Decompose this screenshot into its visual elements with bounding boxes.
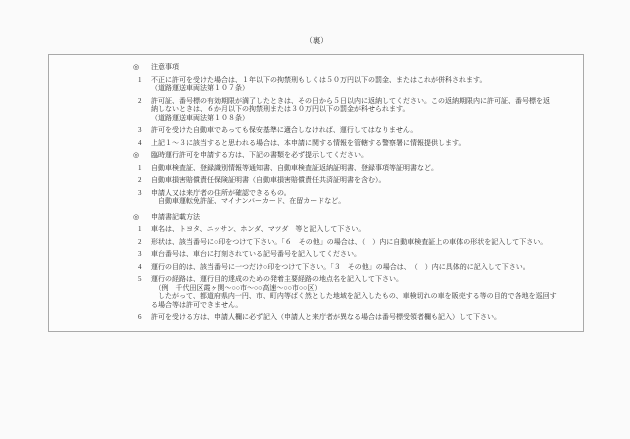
list-item <box>133 126 567 135</box>
list-item <box>133 275 567 309</box>
item-line: 運行の目的は、該当番号に一つだけ○印をつけて下さい。「３ その他」の場合は、 （ ）内に具体的に記入して下さい。 <box>151 262 530 271</box>
item-number: 2 <box>138 96 142 105</box>
list-item <box>133 189 567 206</box>
item-number: 3 <box>138 250 142 258</box>
list-item <box>133 176 567 185</box>
section-marker-icon: ◎ <box>133 151 140 159</box>
section-heading <box>133 63 567 72</box>
item-number: 1 <box>138 163 142 172</box>
list-item <box>133 313 567 322</box>
item-number: 4 <box>138 138 142 147</box>
item-line: 車台番号は、車台に打刻されている記号番号を記入してください。 <box>151 250 361 258</box>
item-number: 3 <box>138 126 142 134</box>
list-item <box>133 250 567 259</box>
item-line: 自動車検査証、登録識別情報等通知書、自動車検査証返納証明書、登録事項等証明書など。 <box>151 163 438 172</box>
item-line: （道路運送車両法第１０７条） <box>151 84 249 92</box>
section-heading-text: 申請書記載方法 <box>151 212 200 221</box>
item-number: 4 <box>138 262 142 271</box>
section <box>133 63 567 147</box>
item-line: 不正に許可を受けた場合は、１年以下の拘禁刑もしくは５０万円以下の罰金、またはこれが併科されます。 <box>151 75 487 84</box>
item-line: 自動車運転免許証、マイナンバーカード、在留カードなど。 <box>151 197 346 205</box>
item-line: 形状は、該当番号に○印をつけて下さい。「６ その他」の場合は、（ ）内に自動車検査証上の車体の形状を記入して下さい。 <box>151 237 548 246</box>
section <box>133 151 567 206</box>
item-number: 2 <box>138 176 142 184</box>
notice-box-content <box>49 63 583 322</box>
section-marker-icon: ◎ <box>133 63 140 71</box>
list-item <box>133 238 567 247</box>
list-item <box>133 76 567 93</box>
section-heading-text: 臨時運行許可を申請する方は、下記の書類を必ず提示してください。 <box>151 151 368 159</box>
section-heading <box>133 213 567 222</box>
item-number: 5 <box>138 275 142 283</box>
section-marker-icon: ◎ <box>133 212 140 221</box>
section <box>133 213 567 322</box>
page-side-label: （裏） <box>305 36 328 45</box>
item-line: 許可を受けた自動車であっても保安基準に適合しなければ、運行してはなりません。 <box>151 126 418 134</box>
item-number: 6 <box>138 313 142 321</box>
item-line: 車名は、トヨタ、ニッサン、ホンダ、マツダ 等と記入して下さい。 <box>151 225 366 233</box>
item-line: （道路運送車両法第１０８条） <box>151 113 249 122</box>
item-line: 上記１～３に該当すると思われる場合は、本申請に関する情報を管轄する警察署に情報提供します。 <box>151 138 466 147</box>
item-line: 申請人又は来庁者の住所が確認できるもの。 <box>151 188 291 197</box>
item-line: 許可を受ける方は、申請人欄に必ず記入（申請人と来庁者が異なる場合は番号標受領者欄も記入）して下さい。 <box>151 313 501 321</box>
item-line: る場合等は許可できません。 <box>151 300 243 309</box>
item-line: したがって、都道府県内一円、市、町内等ばく然とした地域を記入したもの、車検切れの車を販売する等の目的で各地を巡回す <box>151 292 557 300</box>
list-item <box>133 139 567 148</box>
list-item <box>133 97 567 123</box>
notice-box <box>48 54 584 332</box>
item-line: 運行の経路は、運行目的達成のための発着主要経路の地点名を記入して下さい。 <box>151 275 403 283</box>
list-item <box>133 225 567 234</box>
list-item <box>133 263 567 272</box>
item-number: 2 <box>138 237 142 246</box>
item-number: 3 <box>138 188 142 197</box>
section-heading-text: 注意事項 <box>151 63 179 71</box>
item-number: 1 <box>138 75 142 84</box>
item-line: 納しないときは、６か月以下の拘禁刑または３０万円以下の罰金が科せられます。 <box>151 105 410 113</box>
item-line: 自動車損害賠償責任保険証明書（自動車損害賠償責任共済証明書を含む）。 <box>151 176 386 184</box>
item-line: （例 千代田区霞ヶ関～○○市～○○高速～○○市○○区） <box>151 283 322 292</box>
item-line: 許可証、番号標の有効期限が満了したときは、その日から５日以内に返納してください。この返納期限内に許可証、番号標を返 <box>151 96 550 105</box>
list-item <box>133 164 567 173</box>
item-number: 1 <box>138 225 142 233</box>
section-heading <box>133 151 567 160</box>
